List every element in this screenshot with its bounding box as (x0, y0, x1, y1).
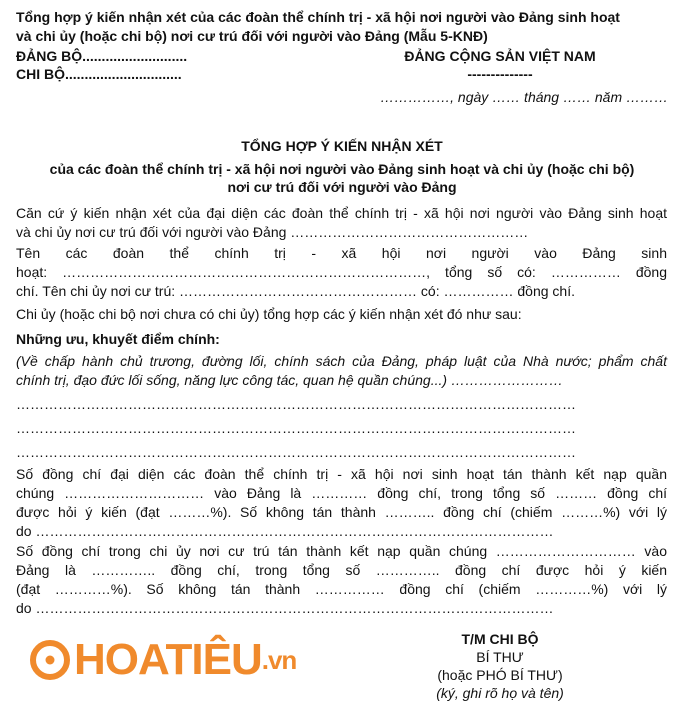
section-label: Những ưu, khuyết điểm chính: (16, 331, 220, 347)
paragraph-line: do ………………………………………………………………………………………………… (16, 600, 554, 616)
paragraph-line: và chi ủy nơi cư trú đối với người vào Đảng …………………………………………… (16, 224, 529, 240)
form-subtitle: của các đoàn thể chính trị - xã hội nơi người vào Đảng sinh hoạt và chi ủy (hoặc chi bộ) (49, 161, 635, 177)
paragraph-line: chúng ………………………… vào Đảng là ………… đồng chí, trong tổng số ……… đồng chí (16, 485, 667, 501)
paragraph-line: do ………………………………………………………………………………………………… (16, 523, 554, 539)
blank-line: ………………………………………………………………………………………………………… (16, 420, 576, 436)
form-title: TỔNG HỢP Ý KIẾN NHẬN XÉT (241, 138, 443, 154)
signature-role: BÍ THƯ (476, 649, 524, 665)
watermark-text: HOATIÊU (74, 635, 262, 684)
paragraph-line: Chi ủy (hoặc chi bộ nơi chưa có chi ủy) tổng hợp các ý kiến nhận xét đó như sau: (16, 306, 522, 322)
ship-wheel-icon (30, 640, 70, 680)
party-name: ĐẢNG CỘNG SẢN VIỆT NAM (404, 48, 596, 64)
paragraph-line: Đảng là ………….. đồng chí, trong tổng số ………….. đồng chí được hỏi ý kiến (16, 562, 667, 578)
paragraph-line: Số đồng chí đại diện các đoàn thể chính trị - xã hội nơi sinh hoạt tán thành kết nạp quần (16, 466, 667, 482)
paragraph-line: (đạt …………%). Số không tán thành …………… đồng chí (chiếm …………%) với lý (16, 581, 667, 597)
chi-bo-field: CHI BỘ.............................. (16, 66, 182, 82)
section-note: chính trị, đạo đức lối sống, năng lực công tác, quan hệ quần chúng...) …………………… (16, 372, 563, 388)
paragraph-line: hoạt: ……………………………………………………………………, tổng số có: …………… đồng (16, 264, 667, 280)
paragraph-line: Tên các đoàn thể chính trị - xã hội nơi người vào Đảng sinh (16, 245, 667, 261)
paragraph-line: được hỏi ý kiến (đạt ………%). Số không tán thành ……….. đồng chí (chiếm ………%) với lý (16, 504, 667, 520)
document-title-line: Tổng hợp ý kiến nhận xét của các đoàn thể chính trị - xã hội nơi người vào Đảng sinh hoạt (16, 9, 620, 25)
signature-role-alt: (hoặc PHÓ BÍ THƯ) (437, 667, 563, 683)
signature-note: (ký, ghi rõ họ và tên) (436, 685, 564, 701)
date-line: ……………, ngày …… tháng …… năm ……… (380, 89, 668, 105)
watermark-logo (30, 635, 296, 685)
document-title-line: và chi ủy (hoặc chi bộ) nơi cư trú đối với người vào Đảng (Mẫu 5-KNĐ) (16, 28, 488, 44)
blank-line: ………………………………………………………………………………………………………… (16, 444, 576, 460)
dang-bo-field: ĐẢNG BỘ........................... (16, 48, 188, 64)
signature-title: T/M CHI BỘ (461, 631, 539, 647)
watermark-suffix: .vn (261, 645, 297, 675)
section-note: (Về chấp hành chủ trương, đường lối, chính sách của Đảng, pháp luật của Nhà nước; phẩm chất (16, 353, 667, 369)
divider-dashes: -------------- (467, 66, 533, 82)
form-subtitle: nơi cư trú đối với người vào Đảng (227, 179, 457, 195)
paragraph-line: Căn cứ ý kiến nhận xét của đại diện các đoàn thể chính trị - xã hội nơi người vào Đảng sinh hoạt (16, 205, 667, 221)
paragraph-line: Số đồng chí trong chi ủy nơi cư trú tán thành kết nạp quần chúng ………………………… vào (16, 543, 667, 559)
blank-line: ………………………………………………………………………………………………………… (16, 396, 576, 412)
paragraph-line: chí. Tên chi ủy nơi cư trú: …………………………………………… có: …………… đồng chí. (16, 283, 575, 299)
